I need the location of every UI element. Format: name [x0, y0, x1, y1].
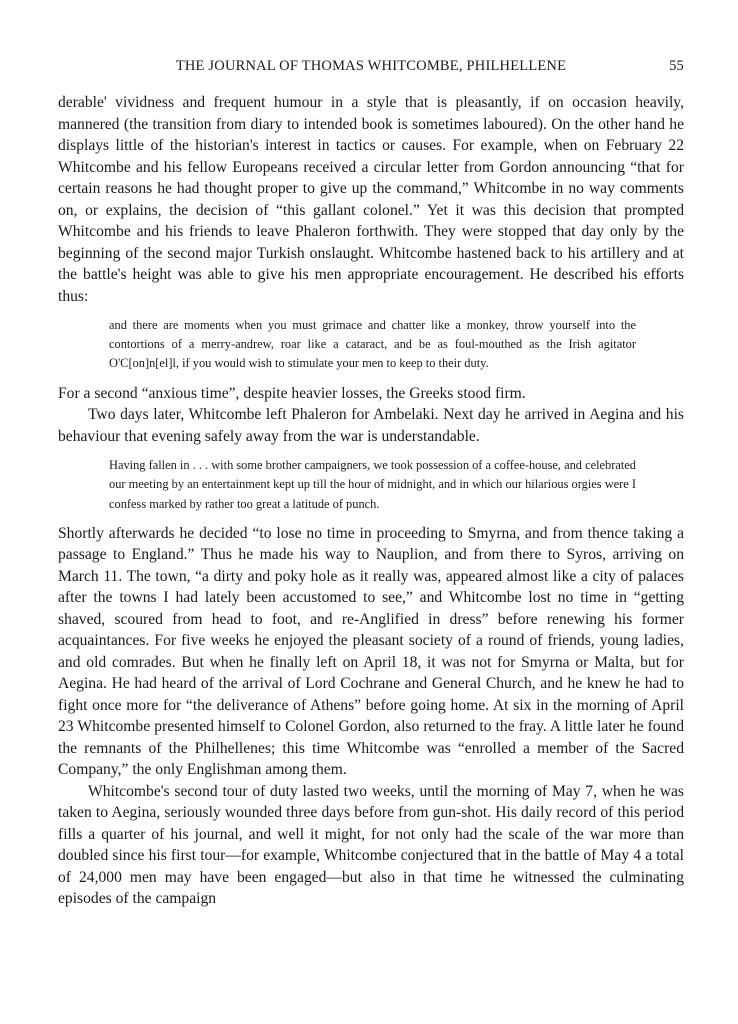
paragraph-3: Two days later, Whitcombe left Phaleron for Ambelaki. Next day he arrived in Aegina and his behaviour that evening safely away from the war is understandable.: [58, 406, 684, 445]
paragraph-4: Shortly afterwards he decided “to lose no time in proceeding to Smyrna, and from thence taking a passage to England.” Thus he made his way to Nauplion, and from there to Syros, arriving on March 11. The town, “a dirty and poky hole as it really was, appeared almost like a city of palaces after the towns I had lately been accustomed to see,” and Whitcombe lost no time in “getting shaved, scoured from head to foot, and re-Anglified in dress” before renewing his former acquaintances. For five weeks he enjoyed the pleasant society of a round of friends, young ladies, and old comrades. But when he finally left on April 18, it was not for Smyrna or Malta, but for Aegina. He had heard of the arrival of Lord Cochrane and General Church, and he knew he had to fight once more for “the deliverance of Athens” before going home. At six in the morning of April 23 Whitcombe presented himself to Colonel Gordon, also returned to the fray. A little later he found the remnants of the Philhellenes; this time Whitcombe was “enrolled a member of the Sacred Company,” the only Englishman among them.: [58, 524, 684, 779]
body-text: [58, 92, 684, 910]
running-header: [58, 58, 684, 82]
running-title: THE JOURNAL OF THOMAS WHITCOMBE, PHILHELLENE: [175, 58, 567, 74]
page-number: 55: [669, 58, 684, 74]
paragraph-2: For a second “anxious time”, despite heavier losses, the Greeks stood firm.: [58, 384, 526, 402]
paragraph-5: Whitcombe's second tour of duty lasted two weeks, until the morning of May 7, when he was taken to Aegina, seriously wounded three days before from gun-shot. His daily record of this period fills a quarter of his journal, and well it might, for not only had the scale of the war more than doubled since his first tour—for example, Whitcombe conjectured that in the battle of May 4 a total of 24,000 men may have been engaged—but also in that time he witnessed the culminating episodes of the campaign: [58, 782, 684, 908]
block-quote-1: and there are moments when you must grimace and chatter like a monkey, throw yourself into the contortions of a merry-andrew, roar like a cataract, and be as foul-mouthed as the Irish agitator O'C[on]n[el]l, if you would wish to stimulate your men to keep to their duty.: [109, 318, 636, 371]
journal-page: [58, 58, 684, 910]
block-quote-2: Having fallen in . . . with some brother campaigners, we took possession of a coffee-house, and celebrated our meeting by an entertainment kept up till the hour of midnight, and in which our hilarious orgies were I confess marked by rather too great a latitude of punch.: [109, 458, 636, 511]
paragraph-1: derable' vividness and frequent humour in a style that is pleasantly, if on occasion heavily, mannered (the transition from diary to intended book is sometimes laboured). On the other hand he displays little of the historian's interest in tactics or causes. For example, when on February 22 Whitcombe and his fellow Europeans received a circular letter from Gordon announcing “that for certain reasons he had thought proper to give up the command,” Whitcombe in no way comments on, or explains, the decision of “this gallant colonel.” Yet it was this decision that prompted Whitcombe and his friends to leave Phaleron forthwith. They were stopped that day only by the beginning of the second major Turkish onslaught. Whitcombe hastened back to his artillery and at the battle's height was able to give his men appropriate encouragement. He described his efforts thus:: [58, 94, 684, 305]
